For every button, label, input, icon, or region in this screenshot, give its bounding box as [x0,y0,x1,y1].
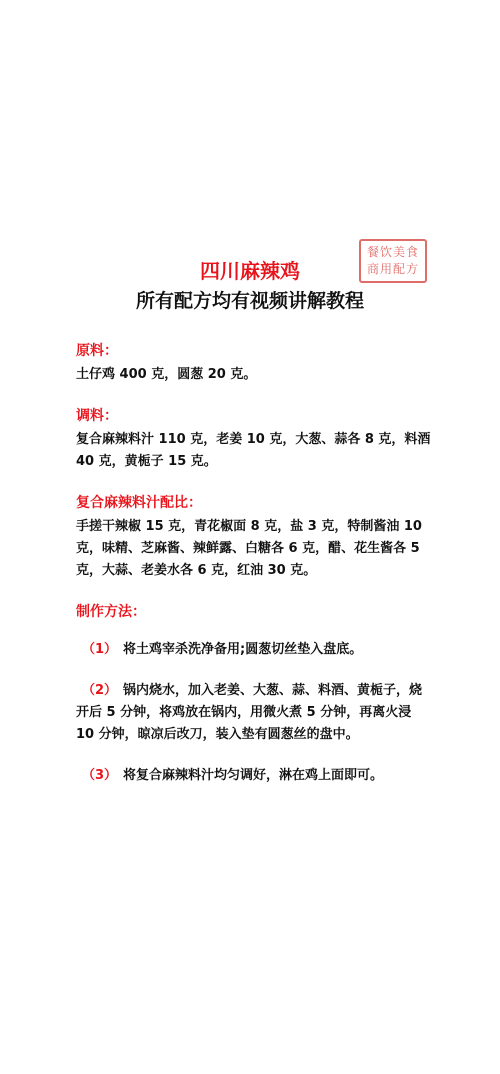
method-step-3 [76,765,432,787]
method-step-1 [76,639,432,661]
section-seasoning [76,405,432,473]
section-body-compound-sauce: 手搓干辣椒 15 克，青花椒面 8 克，盐 3 克，特制酱油 10 克，味精、芝麻酱、辣鲜露、白糖各 6 克，醋、花生酱各 5 克，大蒜、老姜水各 6 克，红油 30 克。 [76,519,422,578]
section-heading-method: 制作方法： [76,604,146,620]
step-number-3: （3） [82,768,118,783]
page-subtitle: 所有配方均有视频讲解教程 [135,290,364,312]
stamp-line-2: 商用配方 [366,262,419,276]
section-method [76,601,432,787]
step-text-2: 锅内烧水，加入老姜、大葱、蒜、料酒、黄栀子，烧开后 5 分钟，将鸡放在锅内，用微火煮 5 分钟，再离火浸 10 分钟，晾凉后改刀，装入垫有圆葱丝的盘中。 [76,683,423,742]
section-heading-ingredients: 原料： [76,343,118,359]
section-compound-sauce [76,492,432,582]
section-heading-compound-sauce: 复合麻辣料汁配比： [76,495,202,511]
section-body-seasoning: 复合麻辣料汁 110 克，老姜 10 克，大葱、蒜各 8 克，料酒 40 克，黄栀子 15 克。 [76,432,431,469]
step-text-1: 将土鸡宰杀洗净备用;圆葱切丝垫入盘底。 [123,642,363,657]
page-title: 四川麻辣鸡 [200,259,300,283]
step-number-1: （1） [82,642,118,657]
section-body-ingredients: 土仔鸡 400 克，圆葱 20 克。 [76,367,257,382]
recipe-content [76,340,432,806]
method-step-2 [76,680,432,746]
stamp-line-1: 餐饮美食 [366,245,419,259]
section-ingredients [76,340,432,386]
section-heading-seasoning: 调料： [76,408,118,424]
step-number-2: （2） [82,683,118,698]
step-text-3: 将复合麻辣料汁均匀调好，淋在鸡上面即可。 [123,768,384,783]
